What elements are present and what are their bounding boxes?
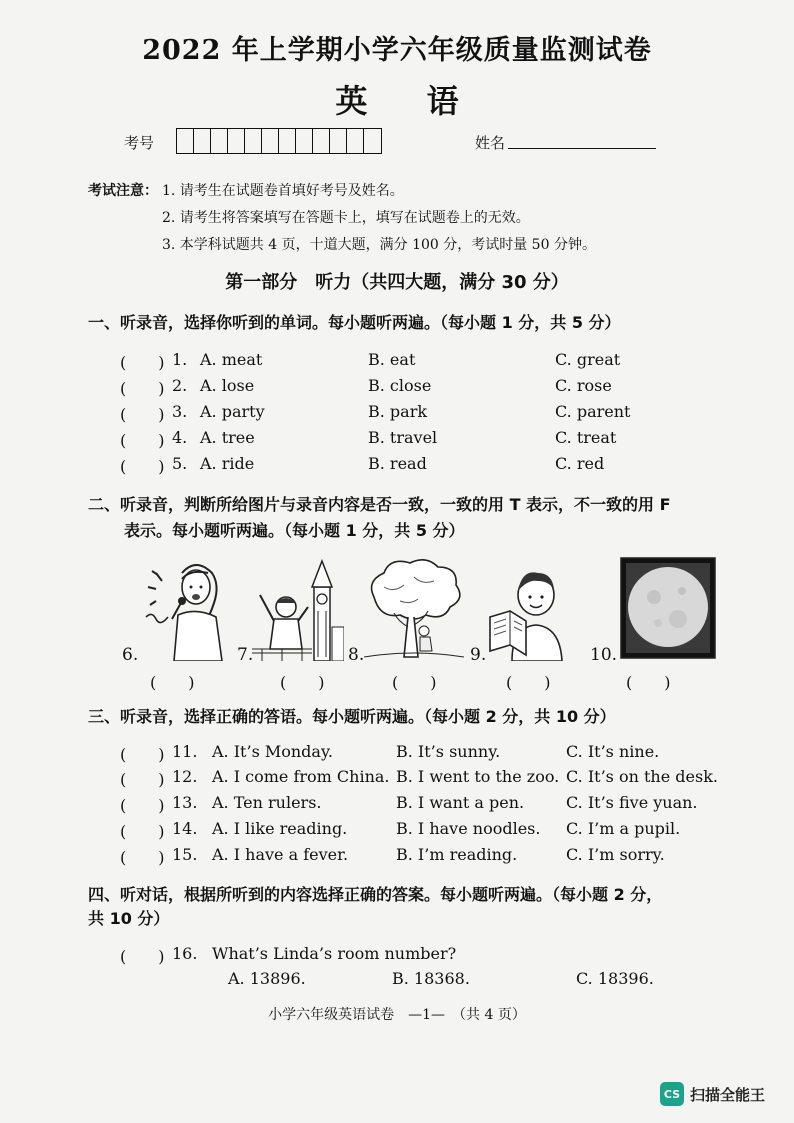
answer-blank[interactable]: ( ) bbox=[120, 796, 165, 815]
option-b: B. I’m reading. bbox=[396, 845, 518, 864]
name-label: 姓名 bbox=[475, 134, 506, 152]
camscanner-logo-icon: CS bbox=[660, 1082, 684, 1106]
option-c: C. treat bbox=[555, 428, 617, 447]
option-a: A. It’s Monday. bbox=[212, 742, 333, 761]
option-c: C. great bbox=[555, 350, 621, 369]
option-b: B. travel bbox=[368, 428, 438, 447]
question-number: 3. bbox=[172, 402, 188, 421]
answer-blank[interactable]: ( ) bbox=[120, 457, 165, 476]
option-a: A. I have a fever. bbox=[212, 845, 349, 864]
question-number: 15. bbox=[172, 845, 198, 864]
answer-blank[interactable]: ( ) bbox=[150, 673, 195, 692]
note-item: 2. 请考生将答案填写在答题卡上，填写在试题卷上的无效。 bbox=[162, 210, 530, 226]
option-a: A. ride bbox=[200, 454, 255, 473]
question-text: What’s Linda’s room number? bbox=[212, 944, 457, 963]
option-c: C. 18396. bbox=[576, 969, 654, 988]
answer-blank[interactable]: ( ) bbox=[120, 770, 165, 789]
exam-title: 2022 年上学期小学六年级质量监测试卷 bbox=[142, 35, 652, 66]
option-c: C. It’s on the desk. bbox=[566, 767, 718, 786]
section2-title-line1: 二、听录音，判断所给图片与录音内容是否一致，一致的用 T 表示，不一致的用 F bbox=[88, 495, 671, 514]
note-item: 1. 请考生在试题卷首填好考号及姓名。 bbox=[162, 183, 404, 199]
scanner-watermark bbox=[660, 1082, 765, 1106]
picture-number: 8. bbox=[348, 645, 365, 665]
answer-blank[interactable]: ( ) bbox=[120, 353, 165, 372]
answer-blank[interactable]: ( ) bbox=[506, 673, 551, 692]
note-item: 3. 本学科试题共 4 页，十道大题，满分 100 分，考试时量 50 分钟。 bbox=[162, 237, 596, 253]
answer-blank[interactable]: ( ) bbox=[120, 745, 165, 764]
option-b: B. I have noodles. bbox=[396, 819, 541, 838]
option-b: B. park bbox=[368, 402, 428, 421]
subject-title: 英 语 bbox=[335, 82, 483, 120]
question-row bbox=[0, 376, 794, 402]
option-b: B. 18368. bbox=[392, 969, 470, 988]
option-a: A. Ten rulers. bbox=[212, 793, 322, 812]
option-c: C. red bbox=[555, 454, 605, 473]
question-number: 16. bbox=[172, 944, 198, 963]
page-footer: 小学六年级英语试卷 —1— （共 4 页） bbox=[268, 1007, 526, 1023]
boy-reading-book-icon bbox=[486, 557, 578, 661]
option-c: C. It’s nine. bbox=[566, 742, 660, 761]
answer-blank[interactable]: ( ) bbox=[120, 405, 165, 424]
question-row bbox=[0, 845, 794, 871]
question-row bbox=[0, 454, 794, 480]
question-row bbox=[0, 819, 794, 845]
option-b: B. close bbox=[368, 376, 432, 395]
answer-blank[interactable]: ( ) bbox=[280, 673, 325, 692]
answer-blank[interactable]: ( ) bbox=[120, 947, 165, 966]
question-row bbox=[0, 944, 794, 970]
option-b: B. read bbox=[368, 454, 427, 473]
exam-number-boxes[interactable] bbox=[176, 128, 382, 154]
person-reading-under-tree-icon bbox=[364, 557, 464, 661]
option-a: A. lose bbox=[200, 376, 255, 395]
option-a: A. I come from China. bbox=[212, 767, 390, 786]
part1-title: 第一部分 听力（共四大题，满分 30 分） bbox=[225, 272, 569, 293]
question-row bbox=[0, 767, 794, 793]
answer-blank[interactable]: ( ) bbox=[120, 822, 165, 841]
question-number: 2. bbox=[172, 376, 188, 395]
option-row bbox=[0, 969, 794, 995]
question-row bbox=[0, 428, 794, 454]
answer-blank[interactable]: ( ) bbox=[392, 673, 437, 692]
question-number: 14. bbox=[172, 819, 198, 838]
option-c: C. I’m sorry. bbox=[566, 845, 665, 864]
question-row bbox=[0, 793, 794, 819]
question-row bbox=[0, 742, 794, 768]
option-a: A. tree bbox=[200, 428, 255, 447]
option-c: C. parent bbox=[555, 402, 631, 421]
question-row bbox=[0, 402, 794, 428]
section1-title: 一、听录音，选择你听到的单词。每小题听两遍。（每小题 1 分，共 5 分） bbox=[88, 313, 621, 332]
section3-title: 三、听录音，选择正确的答语。每小题听两遍。（每小题 2 分，共 10 分） bbox=[88, 707, 616, 726]
question-number: 1. bbox=[172, 350, 188, 369]
question-number: 4. bbox=[172, 428, 188, 447]
question-number: 11. bbox=[172, 742, 198, 761]
option-c: C. I’m a pupil. bbox=[566, 819, 681, 838]
option-b: B. eat bbox=[368, 350, 416, 369]
option-a: A. party bbox=[200, 402, 265, 421]
watermark-text: 扫描全能王 bbox=[690, 1085, 766, 1104]
option-a: A. meat bbox=[200, 350, 263, 369]
option-b: B. I want a pen. bbox=[396, 793, 525, 812]
picture-number: 7. bbox=[237, 645, 254, 665]
option-b: B. I went to the zoo. bbox=[396, 767, 560, 786]
option-a: A. 13896. bbox=[228, 969, 306, 988]
question-number: 12. bbox=[172, 767, 198, 786]
option-c: C. rose bbox=[555, 376, 612, 395]
option-c: C. It’s five yuan. bbox=[566, 793, 698, 812]
picture-number: 9. bbox=[470, 645, 487, 665]
boy-waving-big-ben-icon bbox=[252, 557, 344, 661]
question-row bbox=[0, 350, 794, 376]
section4-title-line2: 共 10 分） bbox=[88, 909, 170, 928]
picture-number: 10. bbox=[590, 645, 618, 665]
answer-blank[interactable]: ( ) bbox=[626, 673, 671, 692]
exam-number-label: 考号 bbox=[124, 134, 155, 152]
section4-title-line1: 四、听对话，根据所听到的内容选择正确的答案。每小题听两遍。（每小题 2 分， bbox=[88, 885, 663, 904]
question-number: 13. bbox=[172, 793, 198, 812]
section2-title-line2: 表示。每小题听两遍。（每小题 1 分，共 5 分） bbox=[124, 521, 465, 540]
answer-blank[interactable]: ( ) bbox=[120, 431, 165, 450]
option-a: A. I like reading. bbox=[212, 819, 348, 838]
option-b: B. It’s sunny. bbox=[396, 742, 501, 761]
girl-singing-microphone-icon bbox=[138, 557, 230, 661]
answer-blank[interactable]: ( ) bbox=[120, 848, 165, 867]
picture-number: 6. bbox=[122, 645, 139, 665]
full-moon-icon bbox=[620, 557, 716, 661]
answer-blank[interactable]: ( ) bbox=[120, 379, 165, 398]
question-number: 5. bbox=[172, 454, 188, 473]
notes-label: 考试注意： bbox=[88, 183, 158, 199]
name-field[interactable] bbox=[508, 148, 656, 149]
